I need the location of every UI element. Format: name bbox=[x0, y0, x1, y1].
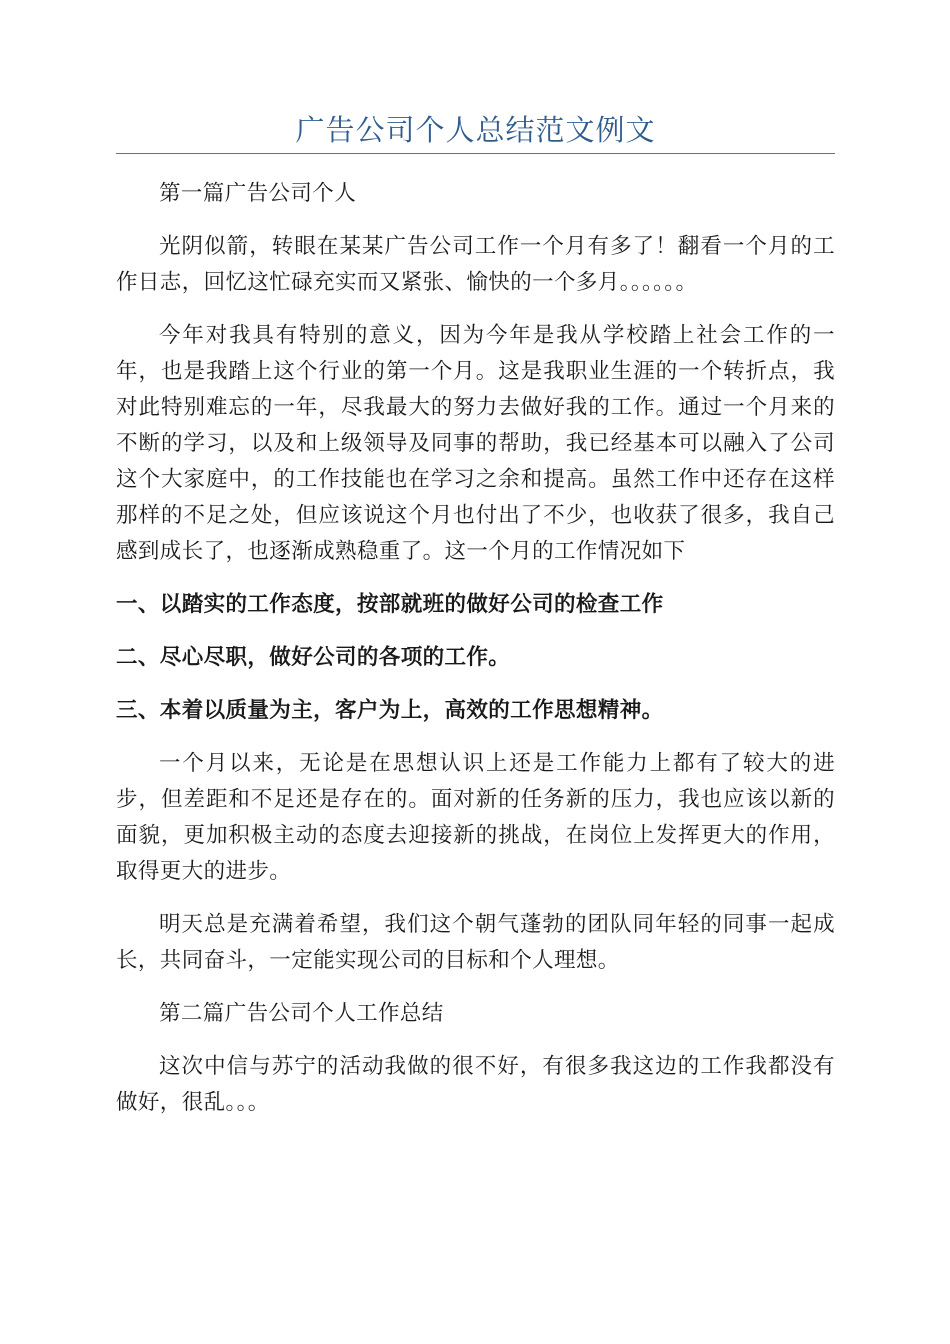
intro-paragraph: 光阴似箭，转眼在某某广告公司工作一个月有多了！翻看一个月的工作日志，回忆这忙碌充实而又紧张、愉快的一个多月。。。。。。 bbox=[116, 234, 835, 295]
progress-paragraph: 一个月以来，无论是在思想认识上还是工作能力上都有了较大的进步，但差距和不足还是存在的。面对新的任务新的压力，我也应该以新的面貌，更加积极主动的态度去迎接新的挑战，在岗位上发挥更大的作用，取得更大的进步。 bbox=[116, 751, 835, 884]
part-two-heading: 第二篇广告公司个人工作总结 bbox=[159, 1001, 444, 1026]
point-three-heading: 三、本着以质量为主，客户为上，高效的工作思想精神。 bbox=[116, 698, 664, 723]
document-title: 广告公司个人总结范文例文 bbox=[295, 113, 656, 147]
year-significance-paragraph: 今年对我具有特别的意义，因为今年是我从学校踏上社会工作的一年，也是我踏上这个行业的第一个月。这是我职业生涯的一个转折点，我对此特别难忘的一年，尽我最大的努力去做好我的工作。通过一个月来的不断的学习，以及和上级领导及同事的帮助，我已经基本可以融入了公司这个大家庭中，的工作技能也在学习之余和提高。虽然工作中还存在这样那样的不足之处，但应该说这个月也付出了不少，也收获了很多，我自己感到成长了，也逐渐成熟稳重了。这一个月的工作情况如下 bbox=[116, 323, 835, 564]
point-two-heading: 二、尽心尽职，做好公司的各项的工作。 bbox=[116, 645, 511, 670]
document-page bbox=[116, 108, 835, 1121]
activity-review-paragraph: 这次中信与苏宁的活动我做的很不好，有很多我这边的工作我都没有做好，很乱。。。 bbox=[116, 1054, 835, 1115]
part-one-heading: 第一篇广告公司个人 bbox=[159, 181, 357, 206]
hope-paragraph: 明天总是充满着希望，我们这个朝气蓬勃的团队同年轻的同事一起成长，共同奋斗，一定能实现公司的目标和个人理想。 bbox=[116, 912, 835, 973]
point-one-heading: 一、以踏实的工作态度，按部就班的做好公司的检查工作 bbox=[116, 592, 664, 617]
